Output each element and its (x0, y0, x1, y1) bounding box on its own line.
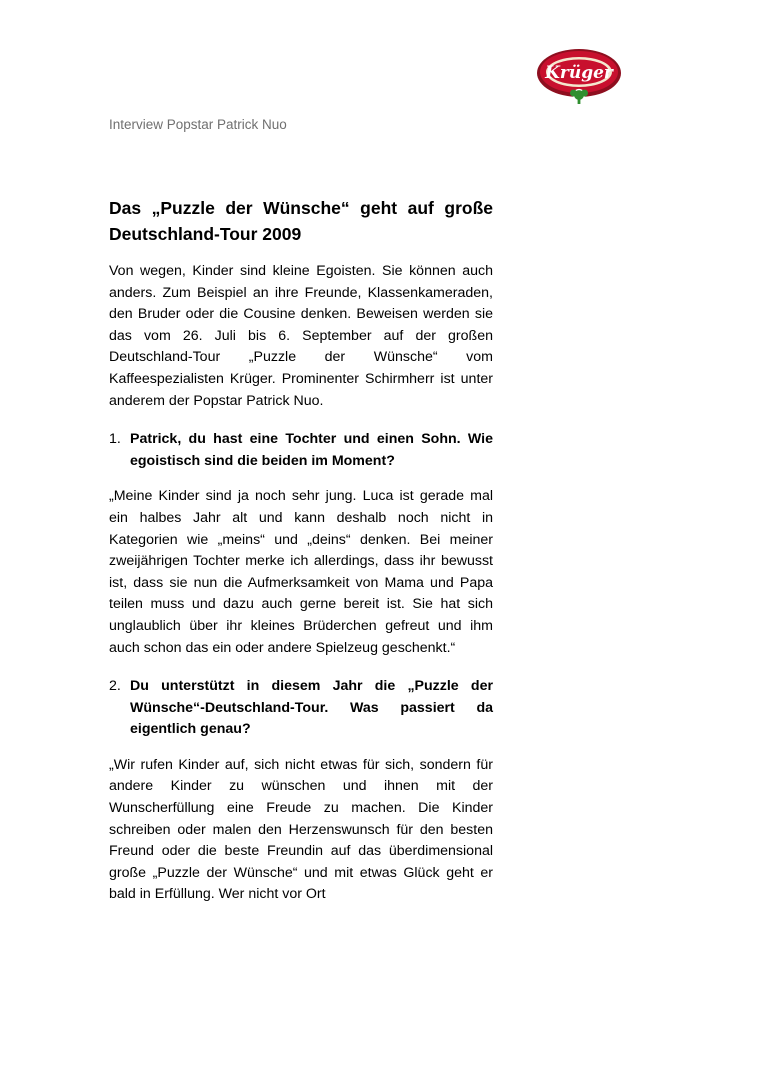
answer-2: „Wir rufen Kinder auf, sich nicht etwas für sich, sondern für andere Kinder zu wünschen und ihnen mit der Wunscherfüllung eine Freude zu machen. Die Kinder schreiben oder malen den Herzenswunsch für den besten Freund oder die beste Freundin auf das überdimensional große „Puzzle der Wünsche“ und mit etwas Glück geht er bald in Erfüllung. Wer nicht vor Ort (109, 756, 493, 903)
intro-paragraph: Von wegen, Kinder sind kleine Egoisten. Sie können auch anders. Zum Beispiel an ihre Freunde, Klassenkameraden, den Bruder oder die Cousine denken. Beweisen werden sie das vom 26. Juli bis 6. September auf der großen Deutschland-Tour „Puzzle der Wünsche“ vom Kaffeespezialisten Krüger. Prominenter Schirmherr ist unter anderem der Popstar Patrick Nuo. (109, 263, 493, 409)
question-1-text: Patrick, du hast eine Tochter und einen Sohn. Wie egoistisch sind die beiden im Moment? (130, 431, 493, 469)
answer-1: „Meine Kinder sind ja noch sehr jung. Luca ist gerade mal ein halbes Jahr alt und kann deshalb noch nicht in Kategorien wie „meins“ und „deins“ denken. Bei meiner zweijährigen Tochter merke ich allerdings, dass ihr bewusst ist, dass sie nun die Aufmerksamkeit von Mama und Papa teilen muss und dazu auch gerne bereit ist. Sie hat sich unglaublich über ihr kleines Brüderchen gefreut und ihm auch schon das ein oder andere Spielzeug geschenkt.“ (109, 488, 493, 656)
logo-wordmark: Krüger (545, 63, 613, 83)
question-2 (109, 676, 493, 741)
document-header: Interview Popstar Patrick Nuo (109, 117, 287, 132)
kruger-logo (536, 48, 622, 106)
headline: Das „Puzzle der Wünsche“ geht auf große Deutschland-Tour 2009 (109, 198, 493, 244)
question-2-text: Du unterstützt in diesem Jahr die „Puzzle der Wünsche“-Deutschland-Tour. Was passiert da eigentlich genau? (130, 678, 493, 738)
article-body (109, 195, 493, 906)
question-2-number: 2. (109, 678, 121, 695)
question-1-number: 1. (109, 431, 121, 448)
question-1 (109, 429, 493, 472)
